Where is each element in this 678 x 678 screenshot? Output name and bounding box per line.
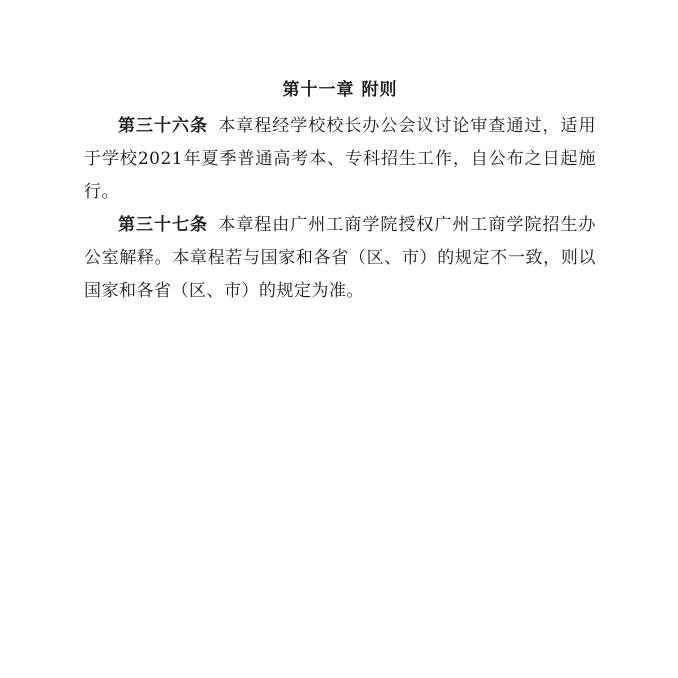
chapter-title: 第十一章 附则	[282, 80, 398, 100]
article-37	[84, 209, 596, 308]
article-37-text: 本章程由广州工商学院授权广州工商学院招生办公室解释。本章程若与国家和各省（区、市）的规定不一致，则以国家和各省（区、市）的规定为准。	[84, 215, 596, 301]
article-37-label: 第三十七条	[118, 215, 209, 235]
article-36-label: 第三十六条	[118, 116, 209, 136]
article-36	[84, 110, 596, 209]
article-36-text: 本章程经学校校长办公会议讨论审查通过，适用于学校2021年夏季普通高考本、专科招生工作，自公布之日起施行。	[84, 116, 596, 202]
